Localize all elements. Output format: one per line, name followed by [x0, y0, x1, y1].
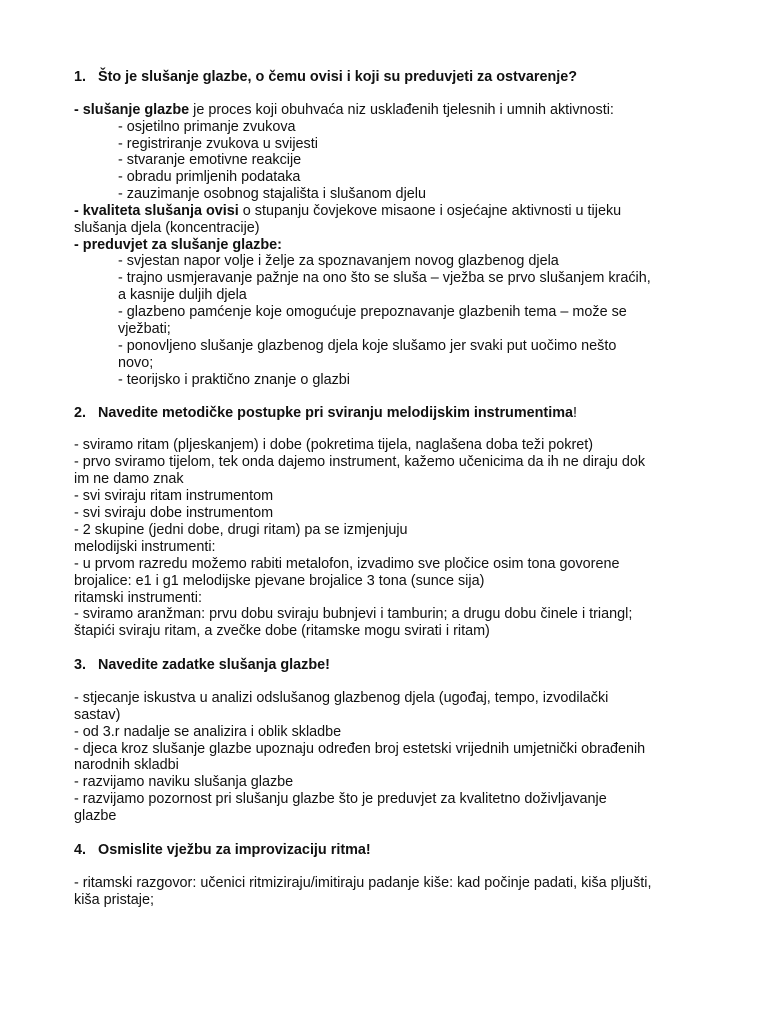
question-number: 3. [74, 657, 87, 673]
list-item: vježbati; [118, 321, 171, 337]
definition-label: - slušanje glazbe [74, 102, 190, 118]
list-item: - registriranje zvukova u svijesti [118, 136, 318, 152]
list-item: - sviramo aranžman: prvu dobu sviraju bubnjevi i tamburin; a drugu dobu činele i triangl; [74, 606, 633, 622]
list-item: - stjecanje iskustva u analizi odslušanog glazbenog djela (ugođaj, tempo, izvodilački [74, 690, 609, 706]
question-number: 2. [74, 405, 87, 421]
list-item: štapići sviraju ritam, a zvečke dobe (ritamske mogu svirati i ritam) [74, 623, 490, 639]
list-item: novo; [118, 355, 154, 371]
list-item: narodnih skladbi [74, 757, 179, 773]
definition-text: je proces koji obuhvaća niz usklađenih tjelesnih i umnih aktivnosti: [189, 102, 614, 118]
list-item: - ponovljeno slušanje glazbenog djela koje slušamo jer svaki put uočimo nešto [118, 338, 617, 354]
list-item: - djeca kroz slušanje glazbe upoznaju određen broj estetski vrijednih umjetnički obrađenih [74, 741, 646, 757]
prerequisite-label: - preduvjet za slušanje glazbe: [74, 237, 282, 253]
question-title: Što je slušanje glazbe, o čemu ovisi i koji su preduvjeti za ostvarenje? [98, 69, 578, 85]
list-item: - u prvom razredu možemo rabiti metalofon, izvadimo sve pločice osim tona govorene [74, 556, 620, 572]
definition-line [74, 102, 614, 119]
quality-text: o stupanju čovjekove misaone i osjećajne aktivnosti u tijeku [238, 203, 622, 219]
list-item: - teorijsko i praktično znanje o glazbi [118, 372, 350, 388]
list-item: a kasnije duljih djela [118, 287, 247, 303]
list-item: - razvijamo naviku slušanja glazbe [74, 774, 294, 790]
quality-continuation: slušanja djela (koncentracije) [74, 220, 260, 236]
list-item: sastav) [74, 707, 121, 723]
list-item: ritamski instrumenti: [74, 590, 202, 606]
list-item: - obradu primljenih podataka [118, 169, 301, 185]
list-item: - svi sviraju ritam instrumentom [74, 488, 274, 504]
list-item: - stvaranje emotivne reakcije [118, 152, 302, 168]
question-title-suffix: ! [573, 405, 578, 421]
question-title: Navedite metodičke postupke pri sviranju melodijskim instrumentima [98, 405, 574, 421]
question-title: Osmislite vježbu za improvizaciju ritma! [98, 842, 371, 858]
question-4-heading [74, 842, 371, 859]
question-title: Navedite zadatke slušanja glazbe! [98, 657, 330, 673]
question-number: 4. [74, 842, 87, 858]
list-item: kiša pristaje; [74, 892, 154, 908]
list-item: - trajno usmjeravanje pažnje na ono što se sluša – vježba se prvo slušanjem kraćih, [118, 270, 651, 286]
list-item: - od 3.r nadalje se analizira i oblik skladbe [74, 724, 342, 740]
quality-line [74, 203, 621, 220]
list-item: - osjetilno primanje zvukova [118, 119, 296, 135]
list-item: - razvijamo pozornost pri slušanju glazbe što je preduvjet za kvalitetno doživljavanje [74, 791, 607, 807]
list-item: - sviramo ritam (pljeskanjem) i dobe (pokretima tijela, naglašena doba teži pokret) [74, 437, 594, 453]
list-item: melodijski instrumenti: [74, 539, 216, 555]
quality-label: - kvaliteta slušanja ovisi [74, 203, 239, 219]
list-item: - ritamski razgovor: učenici ritmiziraju/imitiraju padanje kiše: kad počinje padati, kiša pljušti, [74, 875, 652, 891]
list-item: im ne damo znak [74, 471, 184, 487]
question-2-heading [74, 405, 577, 422]
list-item: - svjestan napor volje i želje za spoznavanjem novog glazbenog djela [118, 253, 559, 269]
list-item: glazbe [74, 808, 117, 824]
list-item: - 2 skupine (jedni dobe, drugi ritam) pa se izmjenjuju [74, 522, 408, 538]
question-1-heading [74, 69, 577, 86]
list-item: - svi sviraju dobe instrumentom [74, 505, 274, 521]
list-item: - zauzimanje osobnog stajališta i slušanom djelu [118, 186, 426, 202]
list-item: brojalice: e1 i g1 melodijske pjevane brojalice 3 tona (sunce sija) [74, 573, 485, 589]
list-item: - prvo sviramo tijelom, tek onda dajemo instrument, kažemo učenicima da ih ne diraju dok [74, 454, 646, 470]
list-item: - glazbeno pamćenje koje omogućuje prepoznavanje glazbenih tema – može se [118, 304, 627, 320]
question-3-heading [74, 657, 330, 674]
question-number: 1. [74, 69, 87, 85]
